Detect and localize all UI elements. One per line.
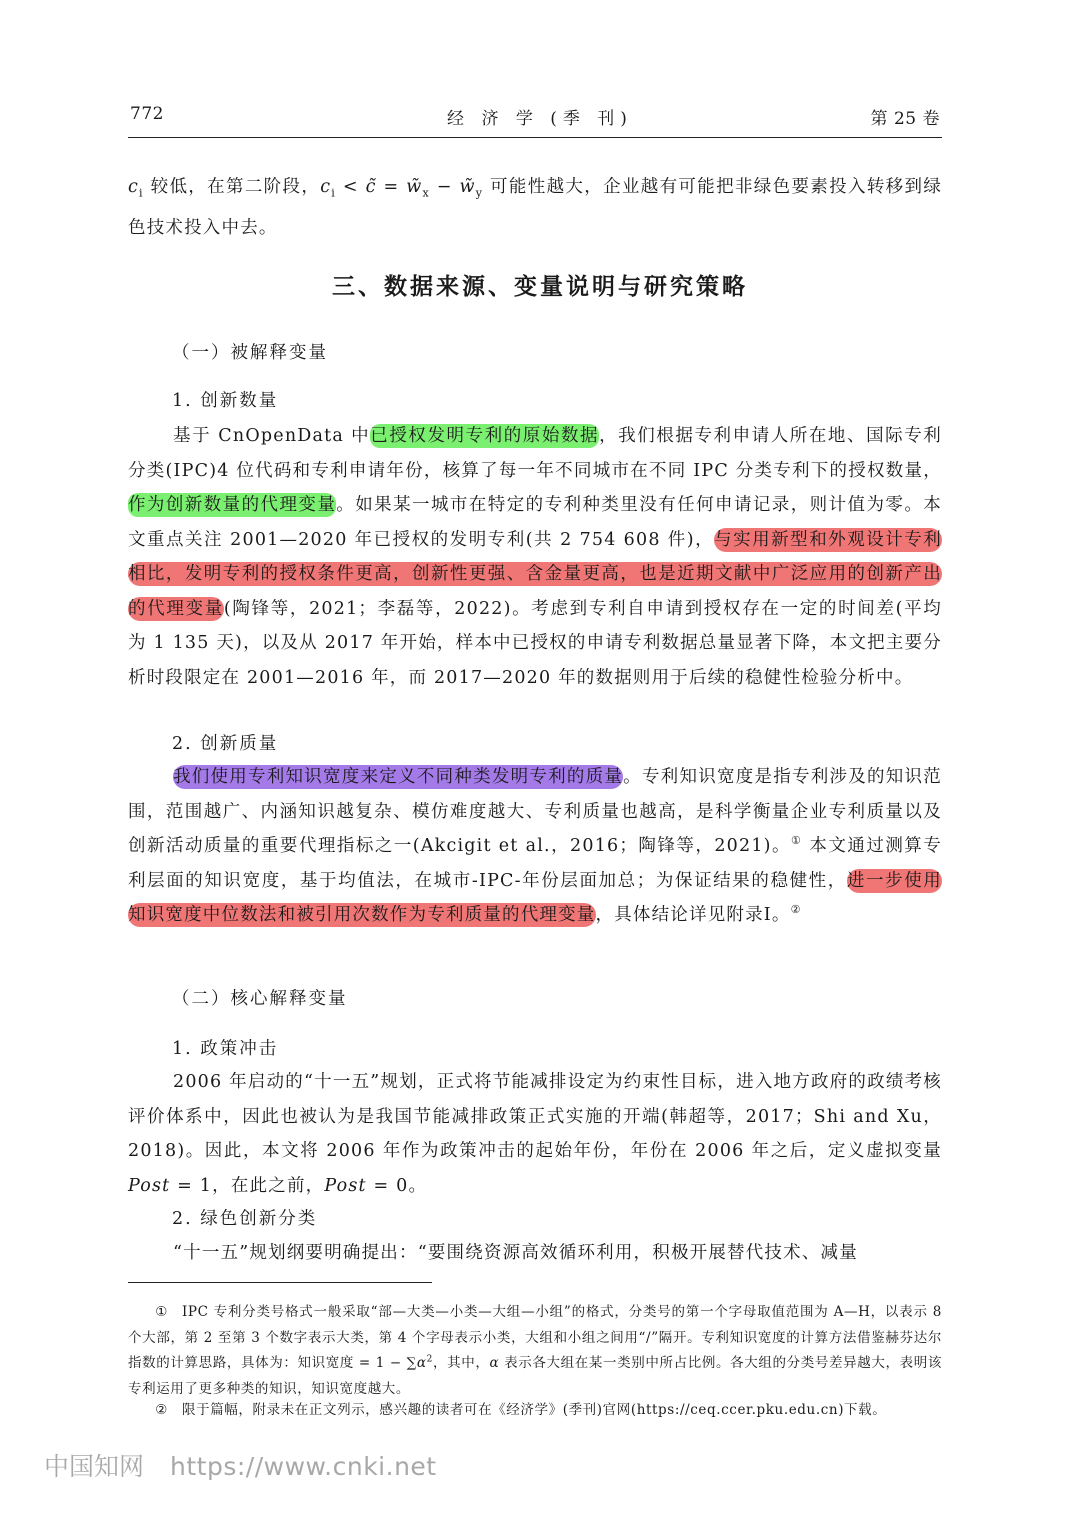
subsection-heading-dependent-variable: （一）被解释变量: [172, 343, 328, 363]
footnote-ref: ②: [790, 903, 802, 917]
highlight-purple: 我们使用专利知识宽度来定义不同种类发明专利的质量: [173, 767, 624, 787]
paragraph-policy-shock: 2006 年启动的“十一五”规划，正式将节能减排设定为约束性目标，进入地方政府的政绩考核评价体系中，因此也被认为是我国节能减排政策正式实施的开端(韩超等，2017；Shi and Xu，2018)。因此，本文将 2006 年作为政策冲击的起始年份，年份在 2006 年之后，定义虚拟变量 Post = 1，在此之前，Post = 0。: [128, 1072, 942, 1196]
item-heading-innovation-quantity: 1. 创新数量: [172, 391, 279, 411]
item-heading-green-innovation-classification: 2. 绿色创新分类: [172, 1209, 318, 1229]
cnki-watermark: [44, 1447, 437, 1483]
footnote-2: ② 限于篇幅，附录未在正文列示，感兴趣的读者可在《经济学》(季刊)官网(https://ceq.ccer.pku.edu.cn)下载。: [155, 1402, 887, 1418]
footnote-rule: [128, 1282, 432, 1283]
volume-label: 第 25 卷: [870, 109, 940, 129]
item-heading-policy-shock: 1. 政策冲击: [172, 1039, 279, 1059]
paragraph-innovation-quantity: 基于 CnOpenData 中已授权发明专利的原始数据，我们根据专利申请人所在地、国际专利分类(IPC)4 位代码和专利申请年份，核算了每一年不同城市在不同 IPC 分类专利下的授权数量，作为创新数量的代理变量。如果某一城市在特定的专利种类里没有任何申请记录，则计值为零。本文重点关注 2001—2020 年已授权的发明专利(共 2 754 608 件)，与实用新型和外观设计专利相比，发明专利的授权条件更高，创新性更强、含金量更高，也是近期文献中广泛应用的创新产出的代理变量(陶锋等，2021；李磊等，2022)。考虑到专利自申请到授权存在一定的时间差(平均为 1 135 天)，以及从 2017 年开始，样本中已授权的申请专利数据总量显著下降，本文把主要分析时段限定在 2001—2016 年，而 2017—2020 年的数据则用于后续的稳健性检验分析中。: [128, 426, 942, 688]
header-rule: [128, 137, 942, 138]
intro-paragraph: $c_i$ 较低，在第二阶段，$c_i$ < c̃ = $w̃_x$ − $w̃_y$ 可能性越大，企业越有可能把非绿色要素投入转移到绿色技术投入中去。: [128, 177, 943, 238]
footnote-ref: ①: [790, 834, 803, 848]
footnote-1: ① IPC 专利分类号格式一般采取“部—大类—小类—大组—小组”的格式，分类号的第一个字母取值范围为 A—H，以表示 8 个大部，第 2 至第 3 个数字表示大类，第 4 个字母表示小类，大组和小组之间用“/”隔开。专利知识宽度的计算方法借鉴赫芬达尔指数的计算思路，具体为：知识宽度 = $1 - \sum\alpha^2$，其中，α 表示各大组在某一类别中所占比例。各大组的分类号差异越大，表明该专利运用了更多种类的知识，知识宽度越大。: [128, 1304, 942, 1397]
paragraph-green-innovation: “十一五”规划纲要明确提出：“要围绕资源高效循环利用，积极开展替代技术、减量: [173, 1243, 858, 1263]
item-heading-innovation-quality: 2. 创新质量: [172, 734, 279, 754]
page-number: 772: [130, 104, 164, 124]
watermark-url[interactable]: https://www.cnki.net: [170, 1452, 437, 1481]
subsection-heading-core-explanatory-variable: （二）核心解释变量: [172, 989, 348, 1009]
highlight-red: 进一步使用知识宽度中位数法和被引用次数作为专利质量的代理变量: [128, 870, 942, 925]
highlight-red: 与实用新型和外观设计专利相比，发明专利的授权条件更高，创新性更强、含金量更高，也是近期文献中广泛应用的创新产出的代理变量: [128, 529, 942, 619]
section-title: 三、数据来源、变量说明与研究策略: [332, 273, 748, 300]
paragraph-innovation-quality: 我们使用专利知识宽度来定义不同种类发明专利的质量。专利知识宽度是指专利涉及的知识范围，范围越广、内涵知识越复杂、模仿难度越大、专利质量也越高，是科学衡量企业专利质量以及创新活动质量的重要代理指标之一(Akcigit et al.，2016；陶锋等，2021)。① 本文通过测算专利层面的知识宽度，基于均值法，在城市-IPC-年份层面加总；为保证结果的稳健性，进一步使用知识宽度中位数法和被引用次数作为专利质量的代理变量，具体结论详见附录Ⅰ。②: [128, 767, 942, 925]
highlight-green: 已授权发明专利的原始数据: [370, 426, 600, 446]
journal-title: 经 济 学 (季 刊): [447, 109, 633, 129]
highlight-green: 作为创新数量的代理变量: [128, 495, 337, 515]
watermark-brand: 中国知网: [44, 1452, 145, 1481]
